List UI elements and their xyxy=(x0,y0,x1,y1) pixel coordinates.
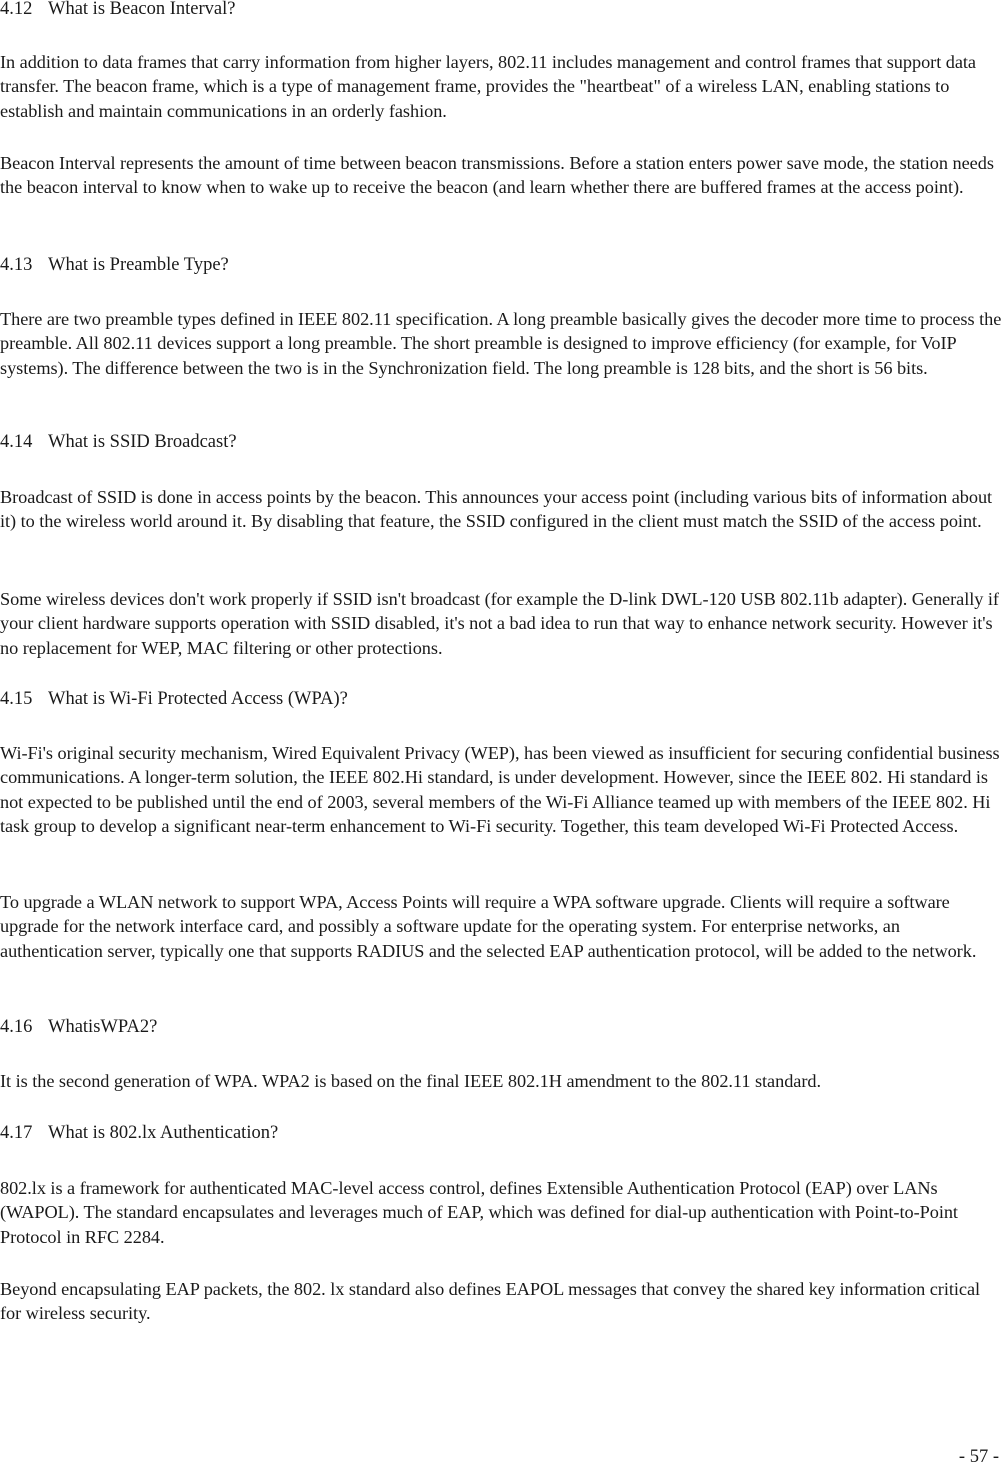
section-number: 4.17 xyxy=(0,1123,33,1143)
paragraph-wpa-origin: Wi-Fi's original security mechanism, Wired Equivalent Privacy (WEP), has been viewed as insufficient for securing confidential business communications. A longer-term solution, the IEEE 802.Hi standard, is under development. However, since the IEEE 802. Hi standard is not expected to be published until the end of 2003, several members of the Wi-Fi Alliance teamed up with members of the IEEE 802. Hi task group to develop a significant near-term enhancement to Wi-Fi security. Together, this team developed Wi-Fi Protected Access. xyxy=(0,743,1000,836)
section-number: 4.15 xyxy=(0,689,33,709)
section-title: WhatisWPA2? xyxy=(48,1017,158,1037)
paragraph-wpa-upgrade: To upgrade a WLAN network to support WPA, Access Points will require a WPA software upgrade. Clients will require a software upgrade for the network interface card, and possibly a software update for the operating system. For enterprise networks, an authentication server, typically one that supports RADIUS and the selected EAP authentication protocol, will be added to the network. xyxy=(0,892,977,961)
paragraph-ssid-broadcast: Broadcast of SSID is done in access points by the beacon. This announces your access point (including various bits of information about it) to the wireless world around it. By disabling that feature, the SSID configured in the client must match the SSID of the access point. xyxy=(0,487,993,532)
section-heading-4-16 xyxy=(0,1016,157,1038)
section-heading-4-15 xyxy=(0,688,348,710)
section-heading-4-12 xyxy=(0,0,235,20)
section-heading-4-17 xyxy=(0,1122,278,1144)
paragraph-ssid-devices: Some wireless devices don't work properly if SSID isn't broadcast (for example the D-link DWL-120 USB 802.11b adapter). Generally if your client hardware supports operation with SSID disabled, it's not a bad idea to run that way to enhance network security. However it's no replacement for WEP, MAC filtering or other protections. xyxy=(0,589,999,658)
section-number: 4.12 xyxy=(0,0,33,19)
section-title: What is 802.lx Authentication? xyxy=(48,1123,279,1143)
section-title: What is SSID Broadcast? xyxy=(48,432,237,452)
section-title: What is Wi-Fi Protected Access (WPA)? xyxy=(48,689,348,709)
section-number: 4.16 xyxy=(0,1017,33,1037)
section-heading-4-13 xyxy=(0,254,229,276)
paragraph-beacon-frame: In addition to data frames that carry information from higher layers, 802.11 includes management and control frames that support data transfer. The beacon frame, which is a type of management frame, provides the "heartbeat" of a wireless LAN, enabling stations to establish and maintain communications in an orderly fashion. xyxy=(0,52,976,121)
section-number: 4.14 xyxy=(0,432,33,452)
paragraph-8021x-framework: 802.lx is a framework for authenticated MAC-level access control, defines Extensible Authentication Protocol (EAP) over LANs (WAPOL). The standard encapsulates and leverages much of EAP, which was defined for dial-up authentication with Point-to-Point Protocol in RFC 2284. xyxy=(0,1178,958,1247)
paragraph-preamble-types: There are two preamble types defined in IEEE 802.11 specification. A long preamble basically gives the decoder more time to process the preamble. All 802.11 devices support a long preamble. The short preamble is designed to improve efficiency (for example, for VoIP systems). The difference between the two is in the Synchronization field. The long preamble is 128 bits, and the short is 56 bits. xyxy=(0,309,1002,378)
section-title: What is Beacon Interval? xyxy=(48,0,236,19)
page-number: - 57 - xyxy=(958,1447,999,1467)
section-heading-4-14 xyxy=(0,431,237,453)
paragraph-wpa2: It is the second generation of WPA. WPA2 is based on the final IEEE 802.1H amendment to the 802.11 standard. xyxy=(0,1071,822,1091)
paragraph-eapol: Beyond encapsulating EAP packets, the 802. lx standard also defines EAPOL messages that convey the shared key information critical for wireless security. xyxy=(0,1279,981,1324)
paragraph-beacon-interval: Beacon Interval represents the amount of time between beacon transmissions. Before a station enters power save mode, the station needs the beacon interval to know when to wake up to receive the beacon (and learn whether there are buffered frames at the access point). xyxy=(0,153,994,198)
section-number: 4.13 xyxy=(0,255,33,275)
section-title: What is Preamble Type? xyxy=(48,255,229,275)
